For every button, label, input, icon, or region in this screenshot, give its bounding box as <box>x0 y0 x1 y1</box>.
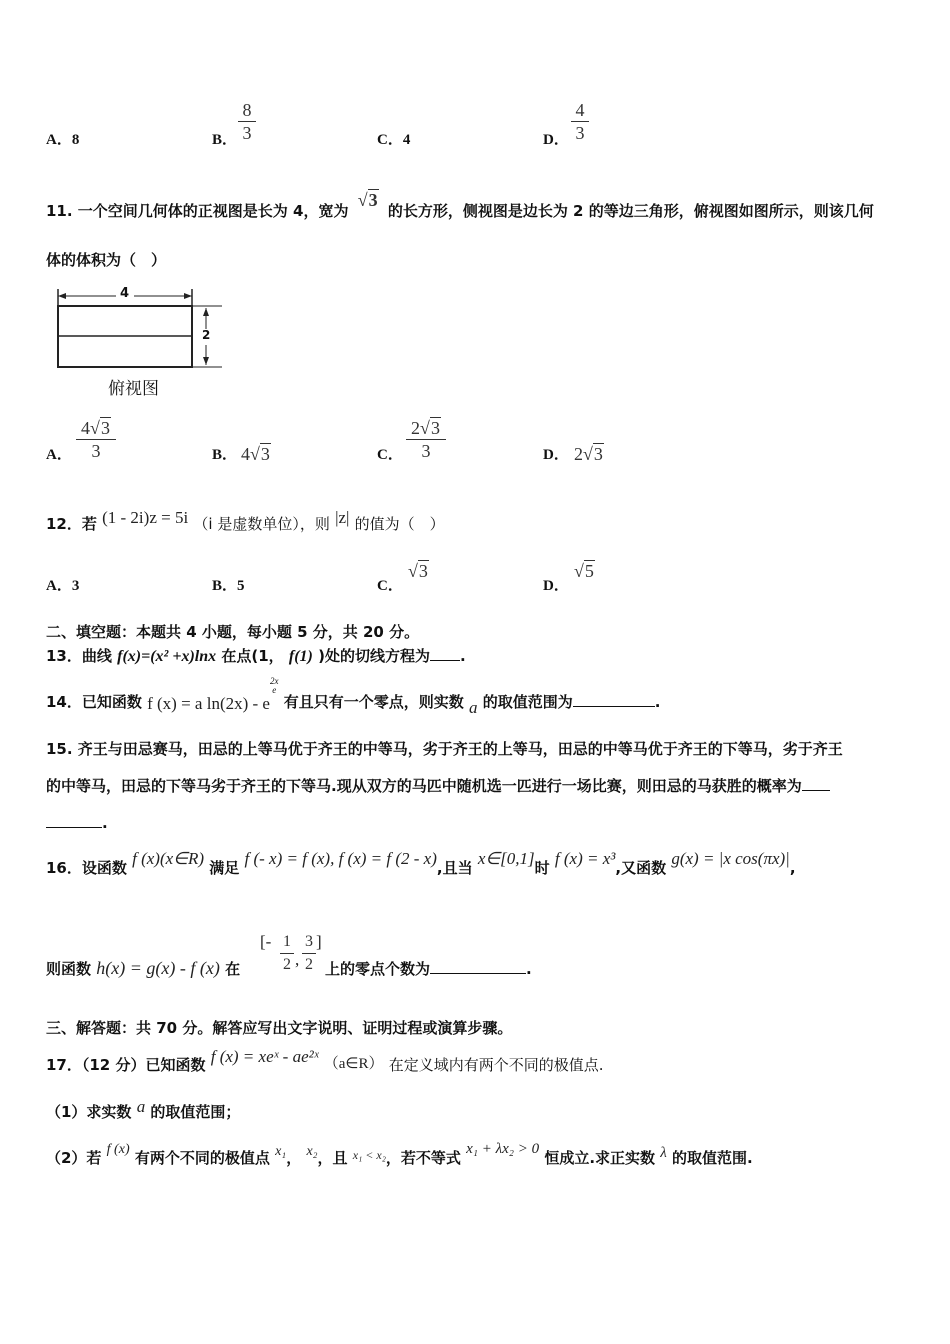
denominator: 3 <box>421 441 431 461</box>
q16-interval-separator: , <box>295 950 300 969</box>
q13-end: . <box>459 647 466 665</box>
q15-answer-blank-b[interactable] <box>46 813 102 828</box>
q12-text-mid: （i 是虚数单位），则 <box>193 515 330 533</box>
q12-option-a: A．3 <box>46 578 80 594</box>
section-3-heading: 三、解答题：共 70 分。解答应写出文字说明、证明过程或演算步骤。 <box>46 1019 513 1037</box>
q16-interval-lower-fraction <box>280 932 294 975</box>
q16-line2-post: 上的零点个数为 <box>325 960 431 978</box>
q11-option-a-fraction: 4√3 3 <box>76 418 116 461</box>
radicand: 3 <box>100 418 110 438</box>
q17-part2-inequality: x₁ + λx₂ > 0 <box>466 1141 540 1157</box>
q11-fig-width-label: 4 <box>120 286 130 301</box>
q11-line1 <box>46 190 874 221</box>
q16-interval-bracket-left: [- <box>260 932 272 951</box>
q11-option-d-value: 2√3 <box>574 444 603 464</box>
q13-answer-blank[interactable] <box>430 646 460 661</box>
q12-option-d-value: √5 <box>574 561 594 581</box>
q15-line2 <box>46 775 830 796</box>
radicand: 3 <box>260 444 270 464</box>
denominator: 2 <box>305 956 313 973</box>
q17-condition: （a∈R） <box>323 1056 384 1072</box>
q11-option-b-label: B． <box>212 447 238 463</box>
q17-part2-sep: ， <box>286 1149 302 1167</box>
radicand: 3 <box>430 418 440 438</box>
coefficient: 2 <box>411 418 421 438</box>
q15-answer-blank-a[interactable] <box>802 776 830 791</box>
q17-part2-f: f (x) <box>106 1142 130 1157</box>
coefficient: 2 <box>574 444 583 464</box>
q12-text-post: 的值为（ ） <box>354 515 445 533</box>
q12-text-pre: 12．若 <box>46 515 97 533</box>
q11-fig-caption: 俯视图 <box>108 379 159 399</box>
coefficient: 4 <box>241 444 250 464</box>
q17-part2-x2: x₂ <box>306 1144 318 1159</box>
q16-cond1-pre: 满足 <box>209 859 240 877</box>
q11-fig-height-label: 2 <box>202 328 211 342</box>
q10-option-b-fraction <box>238 100 256 143</box>
down-arrow-icon <box>203 357 209 365</box>
numerator: 1 <box>283 933 291 950</box>
q17-part2-mid3: ，若不等式 <box>385 1149 461 1167</box>
q10-option-d-fraction <box>571 100 589 143</box>
q12-option-d-label: D． <box>543 578 569 594</box>
q16-interval-bracket-right: ] <box>316 932 322 951</box>
q16-answer-blank[interactable] <box>430 959 526 974</box>
q12-equation: (1 - 2i)z = 5i <box>102 508 189 527</box>
exponent-numerator: 2x <box>269 676 279 686</box>
q15-end: . <box>102 814 108 832</box>
q14-function: f (x) = a ln(2x) - e <box>147 694 270 713</box>
q16-cond2-mid: 时 <box>534 859 550 877</box>
q17-part2-mid1: 有两个不同的极值点 <box>134 1149 270 1167</box>
radicand: 3 <box>368 190 378 210</box>
q13-function: f(x)=(x² +x)lnx <box>117 648 217 665</box>
q17-part2-pre: （2）若 <box>46 1149 102 1167</box>
q16-line1 <box>46 849 796 878</box>
right-arrow-icon <box>184 293 192 299</box>
q11-option-b-value: 4√3 <box>241 444 270 464</box>
q13-text-pre: 13．曲线 <box>46 647 112 665</box>
q13-question <box>46 645 466 666</box>
up-arrow-icon <box>203 308 209 316</box>
q14-end: . <box>654 693 661 711</box>
q11-sqrt3: √3 <box>357 190 378 210</box>
q15-line1: 15. 齐王与田忌赛马，田忌的上等马优于齐王的中等马，劣于齐王的上等马，田忌的中等马优于齐王的下等马，劣于齐王 <box>46 740 843 758</box>
q11-text-post: 的长方形，侧视图是边长为 2 的等边三角形，俯视图如图所示，则该几何 <box>387 202 874 220</box>
q16-comma: , <box>789 859 796 877</box>
q11-option-a-label: A． <box>46 447 72 463</box>
denominator: 3 <box>575 123 585 143</box>
q14-text-mid: 有且只有一个零点，则实数 <box>283 693 464 711</box>
q13-point: f(1) <box>288 648 313 665</box>
denominator: 3 <box>91 441 101 461</box>
q17-part2-mid4: 恒成立.求正实数 <box>544 1149 656 1167</box>
denominator: 3 <box>242 123 252 143</box>
q16-cond3-pre: ,又函数 <box>615 859 667 877</box>
q16-condition1: f (- x) = f (x), f (x) = f (2 - x) <box>244 849 437 868</box>
numerator: 8 <box>242 100 252 120</box>
q16-line2 <box>46 958 240 979</box>
q13-text-mid: 在点(1， <box>221 647 284 665</box>
q16-line2-tail <box>325 958 532 979</box>
q10-option-d-label: D． <box>543 132 569 148</box>
q16-cond2-pre: ,且当 <box>436 859 473 877</box>
q17-part2-x1: x₁ <box>275 1144 287 1159</box>
q16-interval: x∈[0,1] <box>477 849 535 868</box>
q17-part1-variable: a <box>136 1097 146 1116</box>
radicand: 3 <box>593 444 603 464</box>
q17-part2-lambda: λ <box>660 1145 667 1161</box>
radicand: 5 <box>584 561 594 581</box>
q13-text-post: )处的切线方程为 <box>318 647 430 665</box>
q12-option-b: B．5 <box>212 578 245 594</box>
q17-part2-compare: x₁ < x₂ <box>352 1148 386 1162</box>
q14-text-pre: 14．已知函数 <box>46 693 142 711</box>
section-2-heading: 二、填空题：本题共 4 小题，每小题 5 分，共 20 分。 <box>46 623 420 641</box>
q10-option-b-label: B． <box>212 132 238 148</box>
q17-text-post: 在定义域内有两个不同的极值点. <box>388 1056 604 1074</box>
q11-line2: 体的体积为（ ） <box>46 251 167 269</box>
left-arrow-icon <box>58 293 66 299</box>
q11-text-pre: 11. 一个空间几何体的正视图是长为 4，宽为 <box>46 202 349 220</box>
q14-answer-blank[interactable] <box>573 692 655 707</box>
q11-option-d-label: D． <box>543 447 569 463</box>
q16-g-function: g(x) = |x cos(πx)| <box>671 849 790 868</box>
q16-interval-upper-fraction <box>302 932 316 975</box>
q11-option-c-label: C． <box>377 447 403 463</box>
q16-cube: f (x) = x³ <box>554 849 616 868</box>
q16-line2-pre: 则函数 <box>46 960 92 978</box>
q10-option-a: A．8 <box>46 132 80 148</box>
coefficient: 4 <box>81 418 91 438</box>
q15-line2-text: 的中等马，田忌的下等马劣于齐王的下等马.现从双方的马匹中随机选一匹进行一场比赛，则田忌的马获胜的概率为 <box>46 777 802 795</box>
radicand: 3 <box>418 561 428 581</box>
q17-function: f (x) = xeˣ - ae²ˣ <box>210 1047 319 1066</box>
q17-part2-post: 的取值范围. <box>672 1149 753 1167</box>
q17-part2 <box>46 1141 753 1168</box>
q17-text-pre: 17．（12 分）已知函数 <box>46 1056 206 1074</box>
q12-option-c-value: √3 <box>408 561 428 581</box>
denominator: 2 <box>283 956 291 973</box>
q16-line2-mid: 在 <box>225 960 241 978</box>
q15-line3 <box>46 813 108 832</box>
exponent-denominator: e <box>272 685 277 695</box>
q17-part1-pre: （1）求实数 <box>46 1103 132 1121</box>
q12-question <box>46 508 445 534</box>
numerator: 4 <box>575 100 585 120</box>
q14-text-post: 的取值范围为 <box>482 693 573 711</box>
q14-variable-a: a <box>468 698 478 717</box>
q16-function: f (x)(x∈R) <box>132 849 205 868</box>
q10-option-c: C．4 <box>377 132 411 148</box>
q17-question <box>46 1047 604 1075</box>
q14-question <box>46 676 661 717</box>
q11-option-c-fraction: 2√3 3 <box>406 418 446 461</box>
q17-part1 <box>46 1097 241 1122</box>
q12-option-c-label: C． <box>377 578 403 594</box>
q14-exponent <box>270 677 279 695</box>
q16-text-pre: 16．设函数 <box>46 859 127 877</box>
q17-part2-mid2: ，且 <box>317 1149 348 1167</box>
q12-modulus: |z| <box>335 508 350 527</box>
q16-h-function: h(x) = g(x) - f (x) <box>96 958 220 978</box>
numerator: 3 <box>305 933 313 950</box>
q17-part1-post: 的取值范围； <box>150 1103 241 1121</box>
q16-end: . <box>526 960 532 978</box>
